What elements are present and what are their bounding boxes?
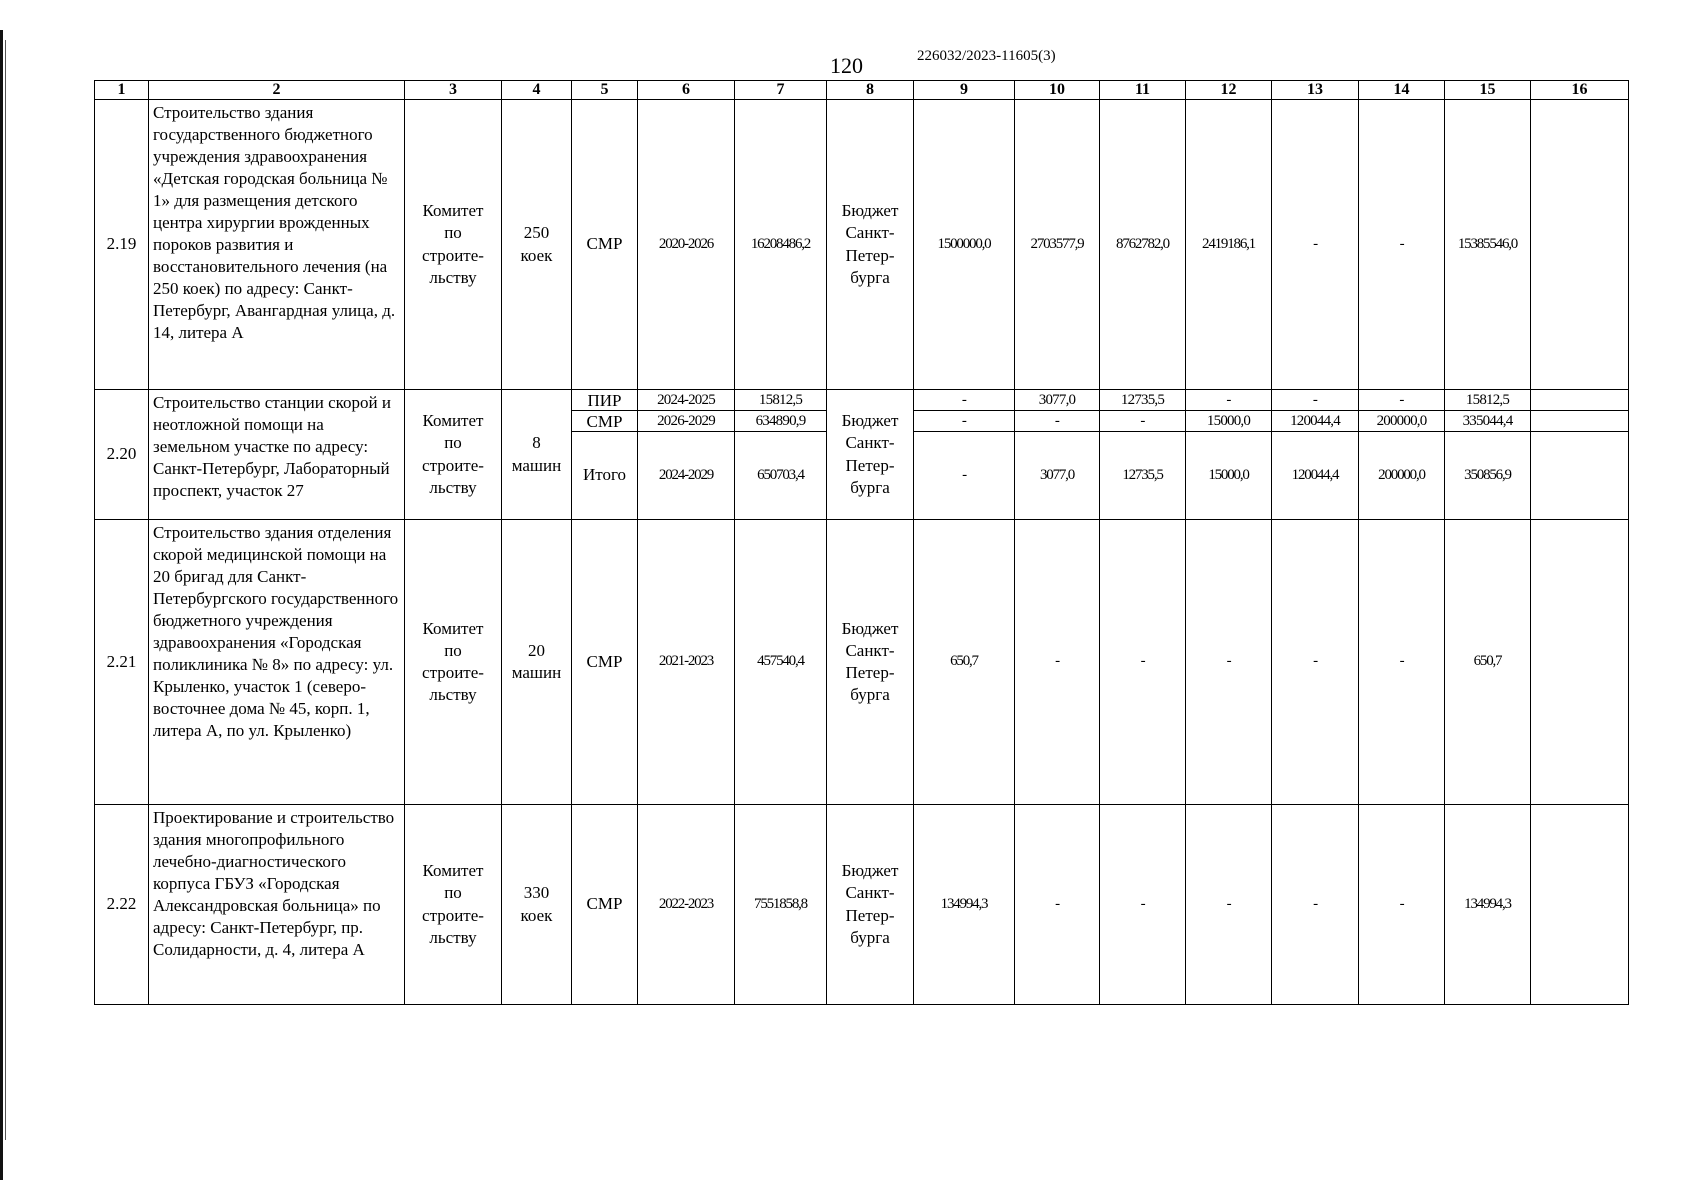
value-col-9: 1500000,0	[914, 100, 1015, 390]
value-col-14: -	[1359, 100, 1445, 390]
source-line: Санкт-	[845, 640, 895, 660]
source-line: Бюджет	[841, 201, 899, 221]
value-col-12: 15000,0	[1186, 432, 1272, 520]
source-line: Петер-	[845, 245, 895, 265]
customer-line: Комитет	[422, 201, 484, 221]
source-line: бурга	[850, 685, 890, 705]
value-col-9: 134994,3	[914, 805, 1015, 1005]
work-type: Итого	[572, 432, 638, 520]
column-header: 3	[405, 81, 502, 100]
customer-line: льству	[429, 685, 477, 705]
source-line: Петер-	[845, 455, 895, 475]
value-col-15: 350856,9	[1445, 432, 1531, 520]
customer-line: Комитет	[422, 411, 484, 431]
project-description: Проектирование и строительство здания многопрофильного лечебно-диагностического корпуса ГБУЗ «Городская Александровская больница» по адресу: Санкт-Петербург, пр. Солидарности, д. 4, литера А	[149, 805, 405, 1005]
row-number: 2.22	[95, 805, 149, 1005]
total-cost: 634890,9	[735, 411, 827, 432]
source-line: Бюджет	[841, 618, 899, 638]
value-col-16	[1531, 411, 1629, 432]
header-row	[95, 81, 1629, 100]
column-header: 15	[1445, 81, 1531, 100]
value-col-13: -	[1272, 520, 1359, 805]
funding-source	[827, 390, 914, 520]
value-col-9: 650,7	[914, 520, 1015, 805]
value-col-15: 650,7	[1445, 520, 1531, 805]
value-col-16	[1531, 805, 1629, 1005]
capacity-unit: коек	[520, 245, 553, 265]
column-header: 16	[1531, 81, 1629, 100]
source-line: Бюджет	[841, 411, 899, 431]
value-col-16	[1531, 390, 1629, 411]
customer-line: по	[444, 433, 462, 453]
value-col-15: 15812,5	[1445, 390, 1531, 411]
capacity-cell	[502, 390, 572, 520]
capacity-unit: машин	[511, 455, 562, 475]
value-col-10: -	[1015, 520, 1100, 805]
period: 2020-2026	[638, 100, 735, 390]
value-col-13: 120044,4	[1272, 432, 1359, 520]
capacity-cell	[502, 520, 572, 805]
customer-line: по	[444, 223, 462, 243]
customer-cell	[405, 805, 502, 1005]
total-cost: 16208486,2	[735, 100, 827, 390]
customer-line: по	[444, 883, 462, 903]
source-line: бурга	[850, 927, 890, 947]
capacity-value: 8	[532, 433, 541, 453]
period: 2021-2023	[638, 520, 735, 805]
table-row	[95, 100, 1629, 390]
customer-line: строите-	[422, 245, 484, 265]
column-header: 10	[1015, 81, 1100, 100]
table-row	[95, 390, 1629, 411]
value-col-13: -	[1272, 100, 1359, 390]
column-header: 8	[827, 81, 914, 100]
scan-edge-shadow	[0, 30, 3, 1180]
value-col-16	[1531, 100, 1629, 390]
column-header: 13	[1272, 81, 1359, 100]
capacity-value: 20	[528, 640, 545, 660]
customer-line: льству	[429, 477, 477, 497]
column-header: 11	[1100, 81, 1186, 100]
source-line: бурга	[850, 267, 890, 287]
capacity-value: 250	[523, 223, 550, 243]
project-description: Строительство здания отделения скорой медицинской помощи на 20 бригад для Санкт-Петербургского государственного бюджетного учреждения здравоохранения «Городская поликлиника № 8» по адресу: ул. Крыленко, участок 1 (северо-восточнее дома № 45, корп. 1, литера А, по ул. Крыленко)	[149, 520, 405, 805]
document-id: 226032/2023-11605(3)	[917, 48, 1056, 64]
period: 2026-2029	[638, 411, 735, 432]
column-header: 1	[95, 81, 149, 100]
column-header: 6	[638, 81, 735, 100]
source-line: Бюджет	[841, 861, 899, 881]
value-col-11: -	[1100, 520, 1186, 805]
funding-source	[827, 805, 914, 1005]
value-col-9: -	[914, 411, 1015, 432]
column-header: 9	[914, 81, 1015, 100]
value-col-12: -	[1186, 805, 1272, 1005]
value-col-11: 12735,5	[1100, 432, 1186, 520]
source-line: Петер-	[845, 663, 895, 682]
source-line: бурга	[850, 477, 890, 497]
customer-cell	[405, 390, 502, 520]
value-col-10: -	[1015, 805, 1100, 1005]
value-col-15: 15385546,0	[1445, 100, 1531, 390]
value-col-14: 200000,0	[1359, 411, 1445, 432]
period: 2022-2023	[638, 805, 735, 1005]
value-col-13: 120044,4	[1272, 411, 1359, 432]
table-row	[95, 805, 1629, 1005]
capacity-unit: машин	[511, 663, 562, 682]
customer-line: строите-	[422, 455, 484, 475]
column-header: 4	[502, 81, 572, 100]
value-col-11: 8762782,0	[1100, 100, 1186, 390]
work-type: СМР	[572, 805, 638, 1005]
value-col-15: 134994,3	[1445, 805, 1531, 1005]
customer-cell	[405, 520, 502, 805]
total-cost: 650703,4	[735, 432, 827, 520]
column-header: 12	[1186, 81, 1272, 100]
project-description: Строительство здания государственного бюджетного учреждения здравоохранения «Детская городская больница № 1» для размещения детского центра хирургии врожденных пороков развития и восстановительного лечения (на 250 коек) по адресу: Санкт-Петербург, Авангардная улица, д. 14, литера А	[149, 100, 405, 390]
column-header: 5	[572, 81, 638, 100]
capacity-value: 330	[523, 883, 550, 903]
scan-edge-line	[5, 40, 6, 1140]
capacity-cell	[502, 805, 572, 1005]
customer-line: льству	[429, 927, 477, 947]
customer-line: Комитет	[422, 618, 484, 638]
source-line: Санкт-	[845, 883, 895, 903]
value-col-12: -	[1186, 520, 1272, 805]
value-col-15: 335044,4	[1445, 411, 1531, 432]
value-col-14: -	[1359, 390, 1445, 411]
value-col-10: 3077,0	[1015, 390, 1100, 411]
column-header: 2	[149, 81, 405, 100]
customer-line: Комитет	[422, 861, 484, 881]
column-header: 14	[1359, 81, 1445, 100]
value-col-11: 12735,5	[1100, 390, 1186, 411]
value-col-10: 2703577,9	[1015, 100, 1100, 390]
value-col-11: -	[1100, 411, 1186, 432]
value-col-10: -	[1015, 411, 1100, 432]
customer-cell	[405, 100, 502, 390]
total-cost: 457540,4	[735, 520, 827, 805]
column-header: 7	[735, 81, 827, 100]
customer-line: льству	[429, 267, 477, 287]
table-row	[95, 520, 1629, 805]
customer-line: по	[444, 640, 462, 660]
page-number: 120	[830, 53, 863, 78]
row-number: 2.21	[95, 520, 149, 805]
value-col-10: 3077,0	[1015, 432, 1100, 520]
value-col-12: 2419186,1	[1186, 100, 1272, 390]
funding-source	[827, 100, 914, 390]
customer-line: строите-	[422, 663, 484, 682]
value-col-12: 15000,0	[1186, 411, 1272, 432]
value-col-9: -	[914, 390, 1015, 411]
project-description: Строительство станции скорой и неотложной помощи на земельном участке по адресу: Санкт-Петербург, Лабораторный проспект, участок 27	[149, 390, 405, 520]
work-type: ПИР	[572, 390, 638, 411]
value-col-13: -	[1272, 390, 1359, 411]
customer-line: строите-	[422, 905, 484, 925]
value-col-14: -	[1359, 805, 1445, 1005]
source-line: Санкт-	[845, 433, 895, 453]
value-col-14: 200000,0	[1359, 432, 1445, 520]
period: 2024-2029	[638, 432, 735, 520]
value-col-13: -	[1272, 805, 1359, 1005]
total-cost: 7551858,8	[735, 805, 827, 1005]
period: 2024-2025	[638, 390, 735, 411]
total-cost: 15812,5	[735, 390, 827, 411]
work-type: СМР	[572, 100, 638, 390]
capacity-cell	[502, 100, 572, 390]
value-col-12: -	[1186, 390, 1272, 411]
value-col-14: -	[1359, 520, 1445, 805]
funding-source	[827, 520, 914, 805]
investment-table	[94, 80, 1629, 1005]
work-type: СМР	[572, 411, 638, 432]
capacity-unit: коек	[520, 905, 553, 925]
work-type: СМР	[572, 520, 638, 805]
value-col-11: -	[1100, 805, 1186, 1005]
source-line: Петер-	[845, 905, 895, 925]
value-col-9: -	[914, 432, 1015, 520]
row-number: 2.19	[95, 100, 149, 390]
row-number: 2.20	[95, 390, 149, 520]
source-line: Санкт-	[845, 223, 895, 243]
value-col-16	[1531, 520, 1629, 805]
value-col-16	[1531, 432, 1629, 520]
